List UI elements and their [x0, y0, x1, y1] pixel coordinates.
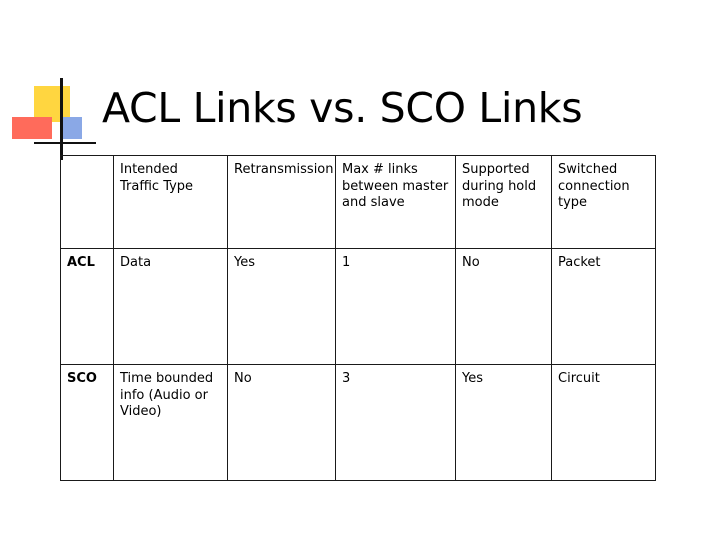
table-row-sco — [61, 365, 656, 481]
header-intended-traffic-type: Intended Traffic Type — [114, 156, 228, 249]
logo-blue-square — [60, 117, 82, 139]
header-cell-empty — [61, 156, 114, 249]
header-switched-connection-type: Switched connection type — [552, 156, 656, 249]
logo-horizontal-line — [34, 142, 96, 144]
comparison-table — [60, 155, 656, 481]
slide-logo-decoration — [0, 0, 110, 170]
header-max-links: Max # links between master and slave — [336, 156, 456, 249]
logo-red-square — [12, 117, 52, 139]
cell-sco-max-links: 3 — [336, 365, 456, 481]
cell-acl-max-links: 1 — [336, 249, 456, 365]
cell-sco-hold-mode: Yes — [456, 365, 552, 481]
header-supported-hold-mode: Supported during hold mode — [456, 156, 552, 249]
cell-acl-traffic: Data — [114, 249, 228, 365]
table-header-row — [61, 156, 656, 249]
row-label-acl: ACL — [61, 249, 114, 365]
slide-title: ACL Links vs. SCO Links — [102, 84, 583, 132]
cell-sco-retransmission: No — [228, 365, 336, 481]
table-row-acl — [61, 249, 656, 365]
cell-sco-traffic: Time bounded info (Audio or Video) — [114, 365, 228, 481]
cell-sco-connection-type: Circuit — [552, 365, 656, 481]
cell-acl-retransmission: Yes — [228, 249, 336, 365]
row-label-sco: SCO — [61, 365, 114, 481]
logo-vertical-line — [60, 78, 63, 160]
cell-acl-connection-type: Packet — [552, 249, 656, 365]
header-retransmission: Retransmission — [228, 156, 336, 249]
cell-acl-hold-mode: No — [456, 249, 552, 365]
